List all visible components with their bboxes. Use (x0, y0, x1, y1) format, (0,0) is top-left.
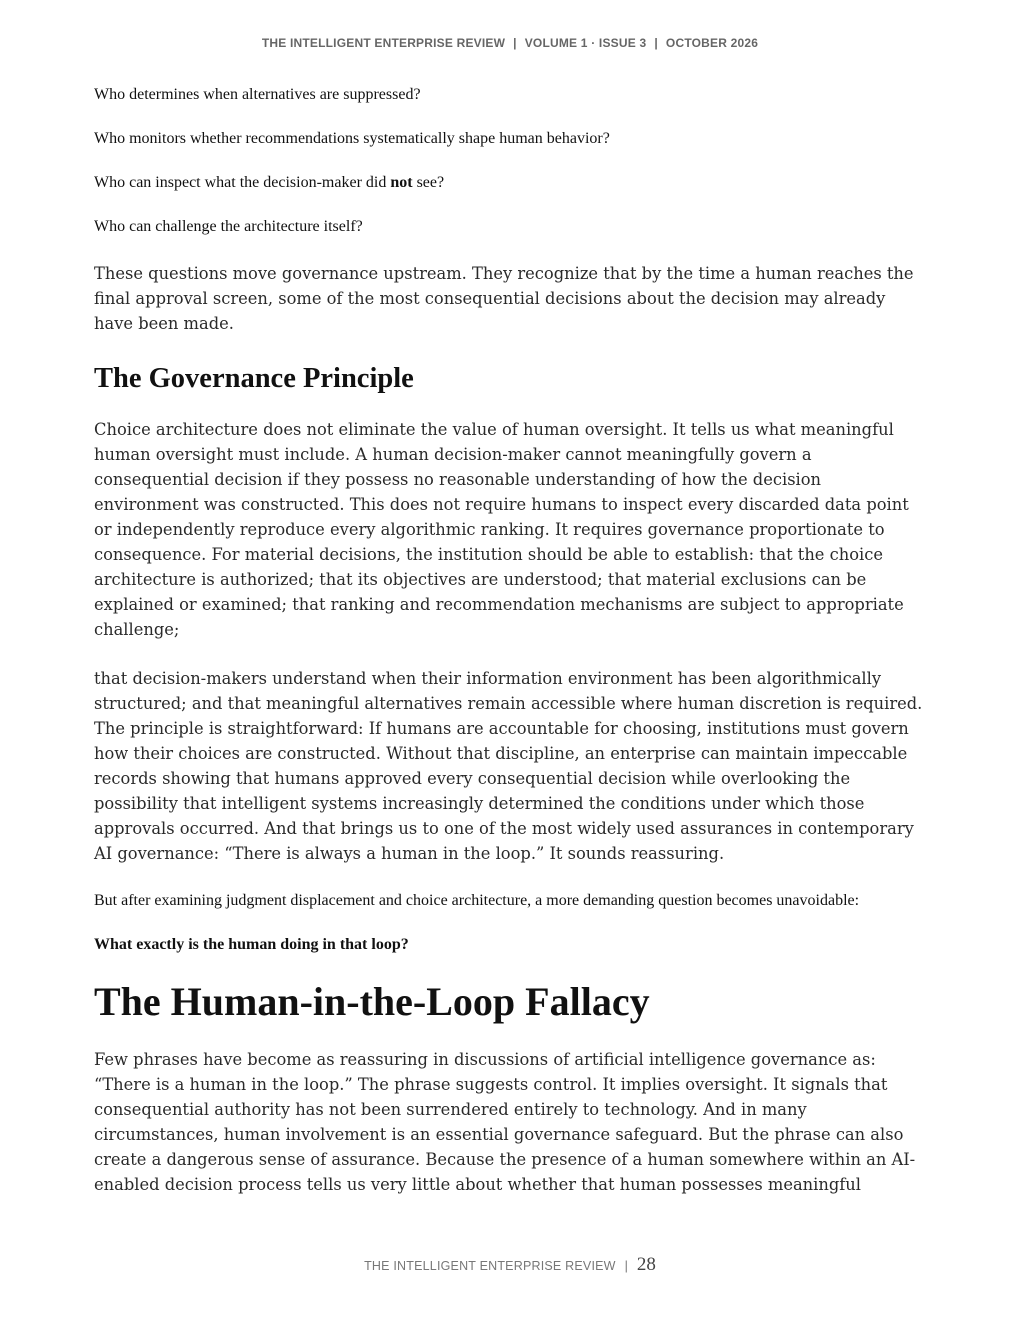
section-heading-hitl-fallacy: The Human-in-the-Loop Fallacy (94, 979, 650, 1024)
header-publication: THE INTELLIGENT ENTERPRISE REVIEW (261, 36, 506, 50)
section-heading-governance-principle: The Governance Principle (94, 363, 414, 394)
loop-question: What exactly is the human doing in that loop? (94, 936, 409, 953)
footer-separator: | (624, 1259, 628, 1273)
paragraph-gap (94, 642, 928, 666)
paragraph-examining: But after examining judgment displacement and choice architecture, a more demanding question becomes unavoidable: (94, 892, 860, 909)
header-separator: | (654, 36, 658, 50)
footer-publication: THE INTELLIGENT ENTERPRISE REVIEW (364, 1259, 616, 1273)
emphasis-not: not (390, 174, 413, 191)
paragraph-governance-1: Choice architecture does not eliminate the value of human oversight. It tells us what meaningful human oversight must include. A human decision-maker cannot meaningfully govern a consequential decision if they possess no reasonable understanding of how the decision environment was constructed. This does not require humans to inspect every discarded data point or independently reproduce every algorithmic ranking. It requires governance proportionate to consequence. For material decisions, the institution should be able to establish: that the choice architecture is authorized; that its objectives are understood; that material exclusions can be explained or examined; that ranking and recommendation mechanisms are subject to appropriate challenge; (94, 420, 909, 639)
header-issue: VOLUME 1 · ISSUE 3 (524, 36, 647, 50)
question-challenge-architecture: Who can challenge the architecture itself? (94, 218, 363, 235)
question-text: Who can inspect what the decision-maker did (94, 174, 391, 191)
paragraph-upstream: These questions move governance upstream. They recognize that by the time a human reaches the final approval screen, some of the most consequential decisions about the decision may already have been made. (94, 264, 914, 333)
page-number: 28 (636, 1254, 656, 1275)
question-text: see? (412, 174, 445, 191)
running-header (0, 36, 1020, 50)
paragraph-governance-2: that decision-makers understand when their information environment has been algorithmically structured; and that meaningful alternatives remain accessible where human discretion is required. The principle is straightforward: If humans are accountable for choosing, institutions must govern how their choices are constructed. Without that discipline, an enterprise can maintain impeccable records showing that humans approved every consequential decision while overlooking the possibility that intelligent systems increasingly determined the conditions under which those approvals occurred. And that brings us to one of the most widely used assurances in contemporary AI governance: “There is always a human in the loop.” It sounds reassuring. (94, 669, 923, 863)
article-body (94, 84, 928, 1197)
question-inspect-unseen (94, 172, 928, 193)
header-separator: | (513, 36, 517, 50)
question-monitoring-recommendations: Who monitors whether recommendations systematically shape human behavior? (94, 130, 610, 147)
page-footer (0, 1254, 1020, 1276)
header-date: OCTOBER 2026 (665, 36, 759, 50)
question-suppressed-alternatives: Who determines when alternatives are suppressed? (94, 86, 421, 103)
paragraph-fallacy-intro: Few phrases have become as reassuring in discussions of artificial intelligence governance as: “There is a human in the loop.” The phrase suggests control. It implies oversight. It signals that consequential authority has not been surrendered entirely to technology. And in many circumstances, human involvement is an essential governance safeguard. But the phrase can also create a dangerous sense of assurance. Because the presence of a human somewhere within an AI-enabled decision process tells us very little about whether that human possesses meaningful (94, 1050, 916, 1194)
